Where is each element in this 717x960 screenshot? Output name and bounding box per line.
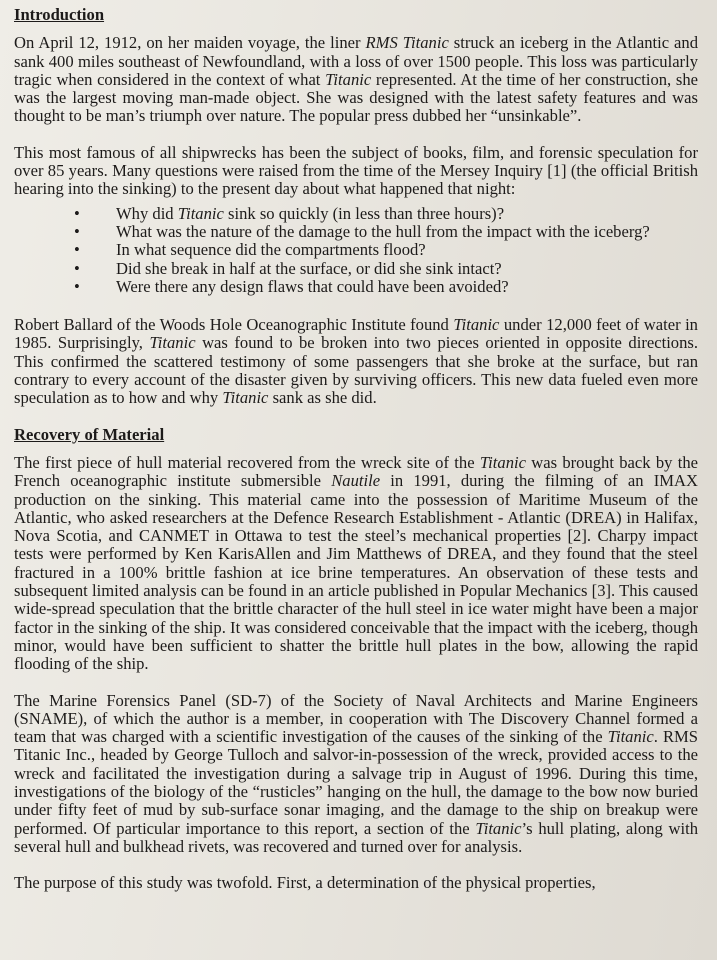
heading-introduction: Introduction <box>14 5 105 24</box>
ship-name: Titanic <box>607 727 654 747</box>
paragraph-questions-intro: This most famous of all shipwrecks has been the subject of books, film, and forensic speculation for over 85 years. Many questions were raised from the time of the Mersey Inquiry [1] (the official British hearing into the sinking) to the present day about what happened that night: <box>14 142 698 199</box>
list-item <box>74 260 698 278</box>
text: under 12,000 feet of water in 1985. Surprisingly, <box>14 315 698 353</box>
ship-name: Titanic <box>453 315 500 335</box>
bullet-icon: • <box>74 240 80 260</box>
text: Robert Ballard of the Woods Hole Oceanographic Institute found <box>14 315 454 335</box>
list-item <box>74 205 698 223</box>
text: was found to be broken into two pieces oriented in opposite directions. This confirmed the scattered testimony of some passengers that she broke at the surface, but ran contrary to every account of the disaster given by surviving officers. This new data fueled even more speculation as to how and why <box>14 333 698 408</box>
text: Did she break in half at the surface, or did she sink intact? <box>116 258 502 278</box>
paragraph-sname <box>14 692 698 857</box>
bullet-icon: • <box>74 276 80 296</box>
document-page <box>14 6 698 910</box>
text: sink so quickly (in less than three hours)? <box>223 203 505 223</box>
ship-name: Titanic <box>479 452 526 472</box>
text: ’s hull plating, along with several hull and bulkhead rivets, was recovered and turned over for analysis. <box>14 818 698 856</box>
ship-name: RMS Titanic <box>365 33 449 53</box>
text: . RMS Titanic Inc., headed by George Tulloch and salvor-in-possession of the wreck, provided access to the wreck and facilitated the investigation during a salvage trip in August of 1996. During this time, investigations of the biology of the “rusticles” hanging on the hull, the damage to the bow now buried under fifty feet of mud by sub-surface sonar imaging, and the damage to the ship on breakup were performed. Of particular importance to this report, a section of the <box>14 727 698 838</box>
text: struck an iceberg in the Atlantic and sank 400 miles southeast of Newfoundland, with a loss of over 1500 people. This loss was particularly tragic when considered in the context of what <box>14 33 698 89</box>
list-item <box>74 223 698 241</box>
text: The Marine Forensics Panel (SD-7) of the Society of Naval Architects and Marine Engineers (SNAME), of which the author is a member, in cooperation with The Discovery Channel formed a team that was charged with a scientific investigation of the causes of the sinking of the <box>14 690 698 747</box>
heading-recovery: Recovery of Material <box>14 424 165 444</box>
paragraph-purpose: The purpose of this study was twofold. First, a determination of the physical properties, <box>14 873 596 893</box>
question-list <box>14 205 698 296</box>
text: was brought back by the French oceanographic institute submersible <box>14 452 699 491</box>
text: In what sequence did the compartments flood? <box>116 240 426 260</box>
bullet-icon: • <box>74 203 80 223</box>
bullet-icon: • <box>74 221 80 241</box>
ship-name: Titanic <box>222 388 269 408</box>
list-item <box>74 241 698 259</box>
ship-name: Titanic <box>149 333 196 353</box>
ship-name: Titanic <box>475 818 522 838</box>
text: in 1991, during the filming of an IMAX production on the sinking. This material came into the possession of Maritime Museum of the Atlantic, who asked researchers at the Defence Research Establishment - Atlantic (DREA) in Halifax, Nova Scotia, and CANMET in Ottawa to test the steel’s mechanical properties [2]. Charpy impact tests were performed by Ken KarisAllen and Jim Matthews of DREA, and they found that the steel fractured in a 100% brittle fashion at ice brine temperatures. An observation of these tests and subsequent limited analysis can be found in an article published in Popular Mechanics [3]. This caused wide-spread speculation that the brittle character of the hull steel in ice water might have been a major factor in the sinking of the ship. It was considered conceivable that the impact with the iceberg, though minor, would have been sufficient to shatter the brittle hull plates in the bow, allowing the rapid flooding of the ship. <box>14 471 698 674</box>
text: Why did <box>116 203 178 223</box>
bullet-icon: • <box>74 258 80 278</box>
ship-name: Titanic <box>177 203 224 223</box>
paragraph-first-piece <box>14 454 698 674</box>
text: represented. At the time of her construction, she was the largest moving man-made object. She was designed with the latest safety features and was thought to be man’s triumph over nature. The popular press dubbed her “unsinkable”. <box>14 69 698 126</box>
text: Were there any design flaws that could have been avoided? <box>116 276 509 296</box>
submersible-name: Nautile <box>331 471 381 491</box>
text: sank as she did. <box>268 388 377 408</box>
text: The first piece of hull material recovered from the wreck site of the <box>14 452 480 472</box>
paragraph-intro <box>14 34 698 125</box>
list-item <box>74 278 698 296</box>
ship-name: Titanic <box>325 69 372 89</box>
paragraph-ballard <box>14 316 698 407</box>
text: On April 12, 1912, on her maiden voyage, the liner <box>14 33 366 53</box>
text: What was the nature of the damage to the hull from the impact with the iceberg? <box>116 221 650 241</box>
